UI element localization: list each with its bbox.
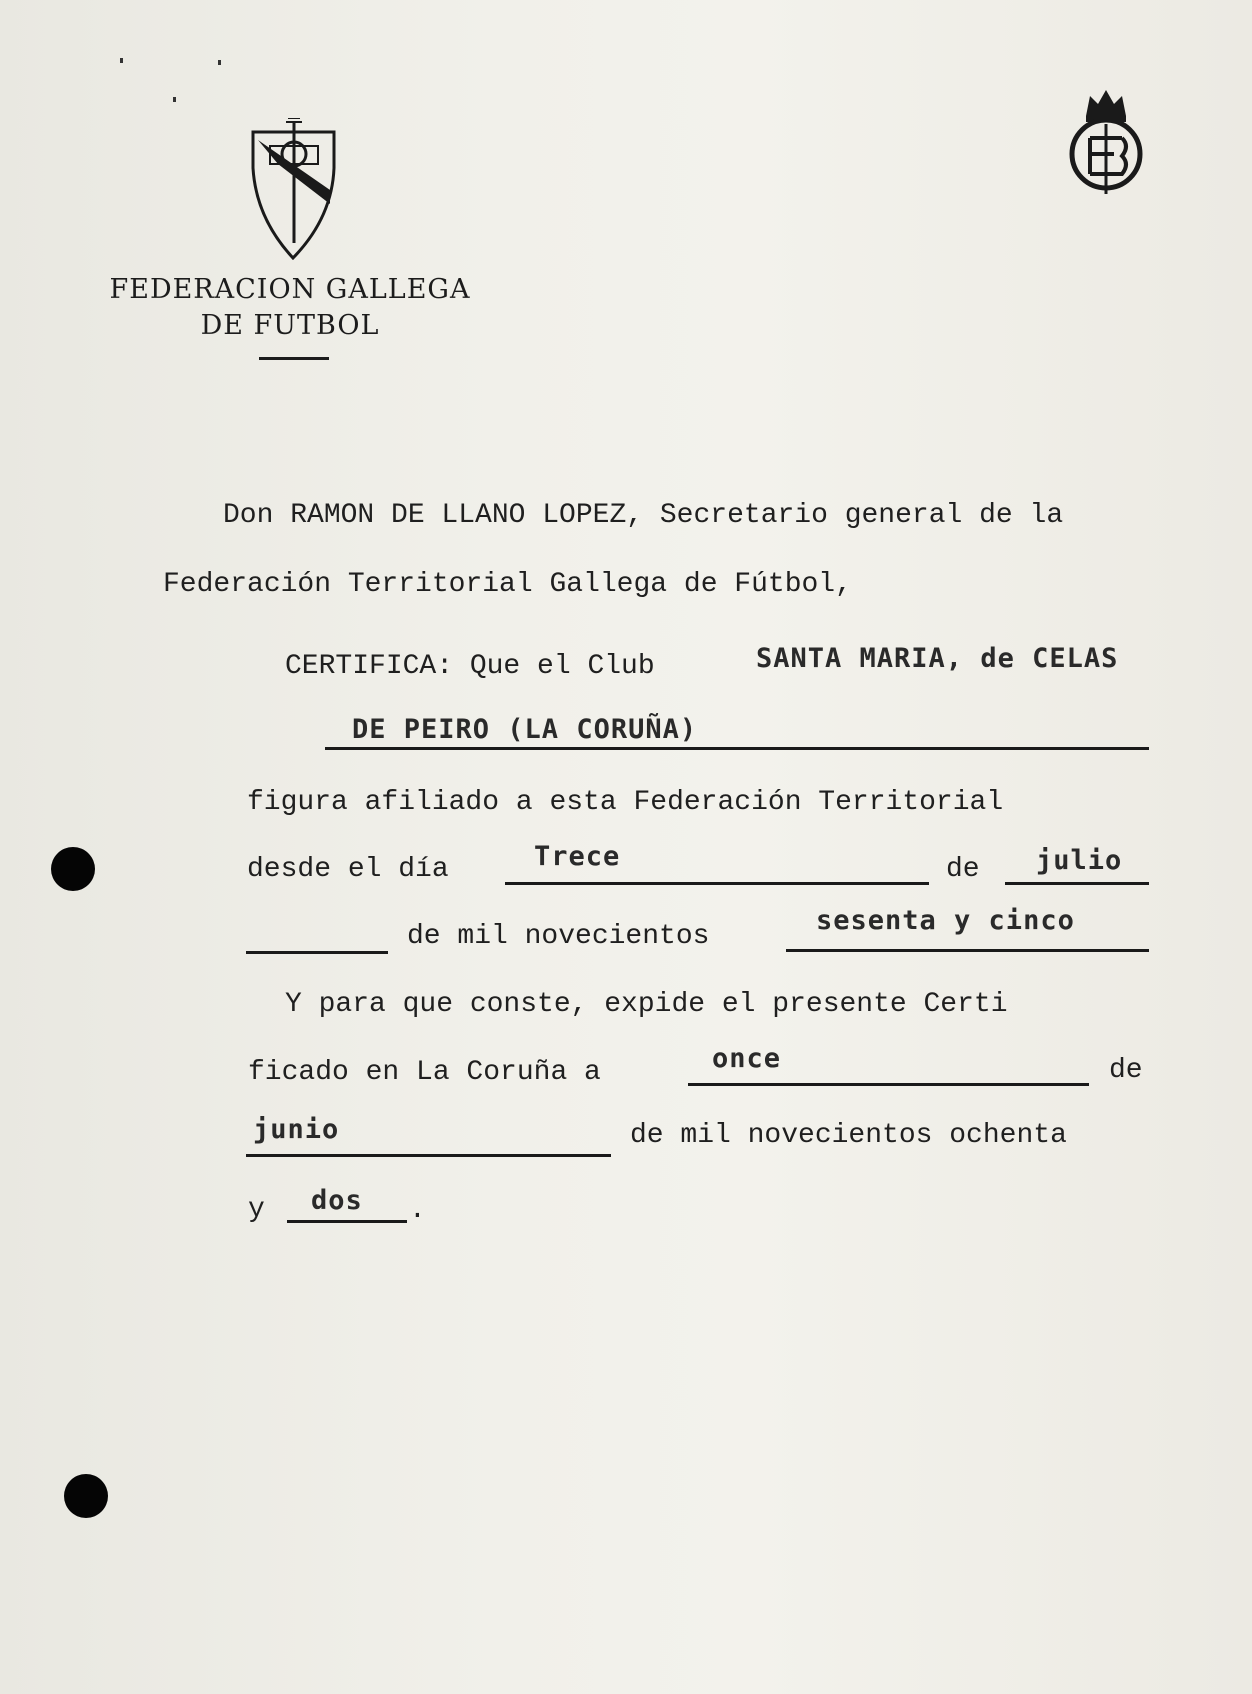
since-day-value: Trece: [534, 841, 621, 872]
issue-month-underline: [246, 1154, 611, 1157]
paragraph-3-line-2-prefix: ficado en La Coruña a: [248, 1057, 601, 1088]
issue-day-underline: [688, 1083, 1089, 1086]
paragraph-1-line-1: Don RAMON DE LLANO LOPEZ, Secretario general de la: [223, 500, 1064, 531]
issue-day-value: once: [712, 1043, 782, 1074]
issue-year-underline: [287, 1220, 407, 1223]
letterhead-line-1: FEDERACION GALLEGA: [109, 274, 471, 305]
ink-speck: [173, 97, 176, 102]
letterhead-title: [80, 272, 500, 344]
closing-period: .: [409, 1195, 426, 1226]
letterhead-line-2: DE FUTBOL: [200, 310, 380, 341]
crowned-monogram-icon: [1064, 86, 1148, 198]
y-label: y: [248, 1194, 265, 1225]
club-name-line-1: SANTA MARIA, de CELAS: [756, 643, 1119, 674]
punch-hole-top: [51, 847, 95, 891]
letterhead-rule: [259, 357, 329, 360]
mil-novecientos-label: de mil novecientos: [407, 921, 710, 952]
paragraph-3-line-1: Y para que conste, expide el presente Certi: [285, 989, 1008, 1020]
affiliation-text: figura afiliado a esta Federación Territorial: [247, 787, 1004, 818]
since-month-underline: [1005, 882, 1149, 885]
paragraph-1-line-2: Federación Territorial Gallega de Fútbol,: [163, 569, 852, 600]
issue-month-value: junio: [253, 1114, 340, 1145]
issue-year-value: dos: [311, 1185, 363, 1216]
federation-shield-icon: [248, 118, 340, 260]
de-word-2: de: [1109, 1055, 1143, 1086]
issue-year-prefix: de mil novecientos ochenta: [630, 1120, 1067, 1151]
club-name-line-2: DE PEIRO (LA CORUÑA): [352, 714, 698, 745]
ink-speck: [120, 58, 123, 63]
since-year-underline: [786, 949, 1149, 952]
punch-hole-bottom: [64, 1474, 108, 1518]
blank-underline: [246, 951, 388, 954]
since-year-value: sesenta y cinco: [816, 905, 1075, 936]
since-label: desde el día: [247, 854, 449, 885]
ink-speck: [218, 60, 221, 65]
certifica-label: CERTIFICA: Que el Club: [285, 651, 655, 682]
since-day-underline: [505, 882, 929, 885]
club-underline: [325, 747, 1149, 750]
de-word-1: de: [946, 854, 980, 885]
since-month-value: julio: [1036, 845, 1123, 876]
